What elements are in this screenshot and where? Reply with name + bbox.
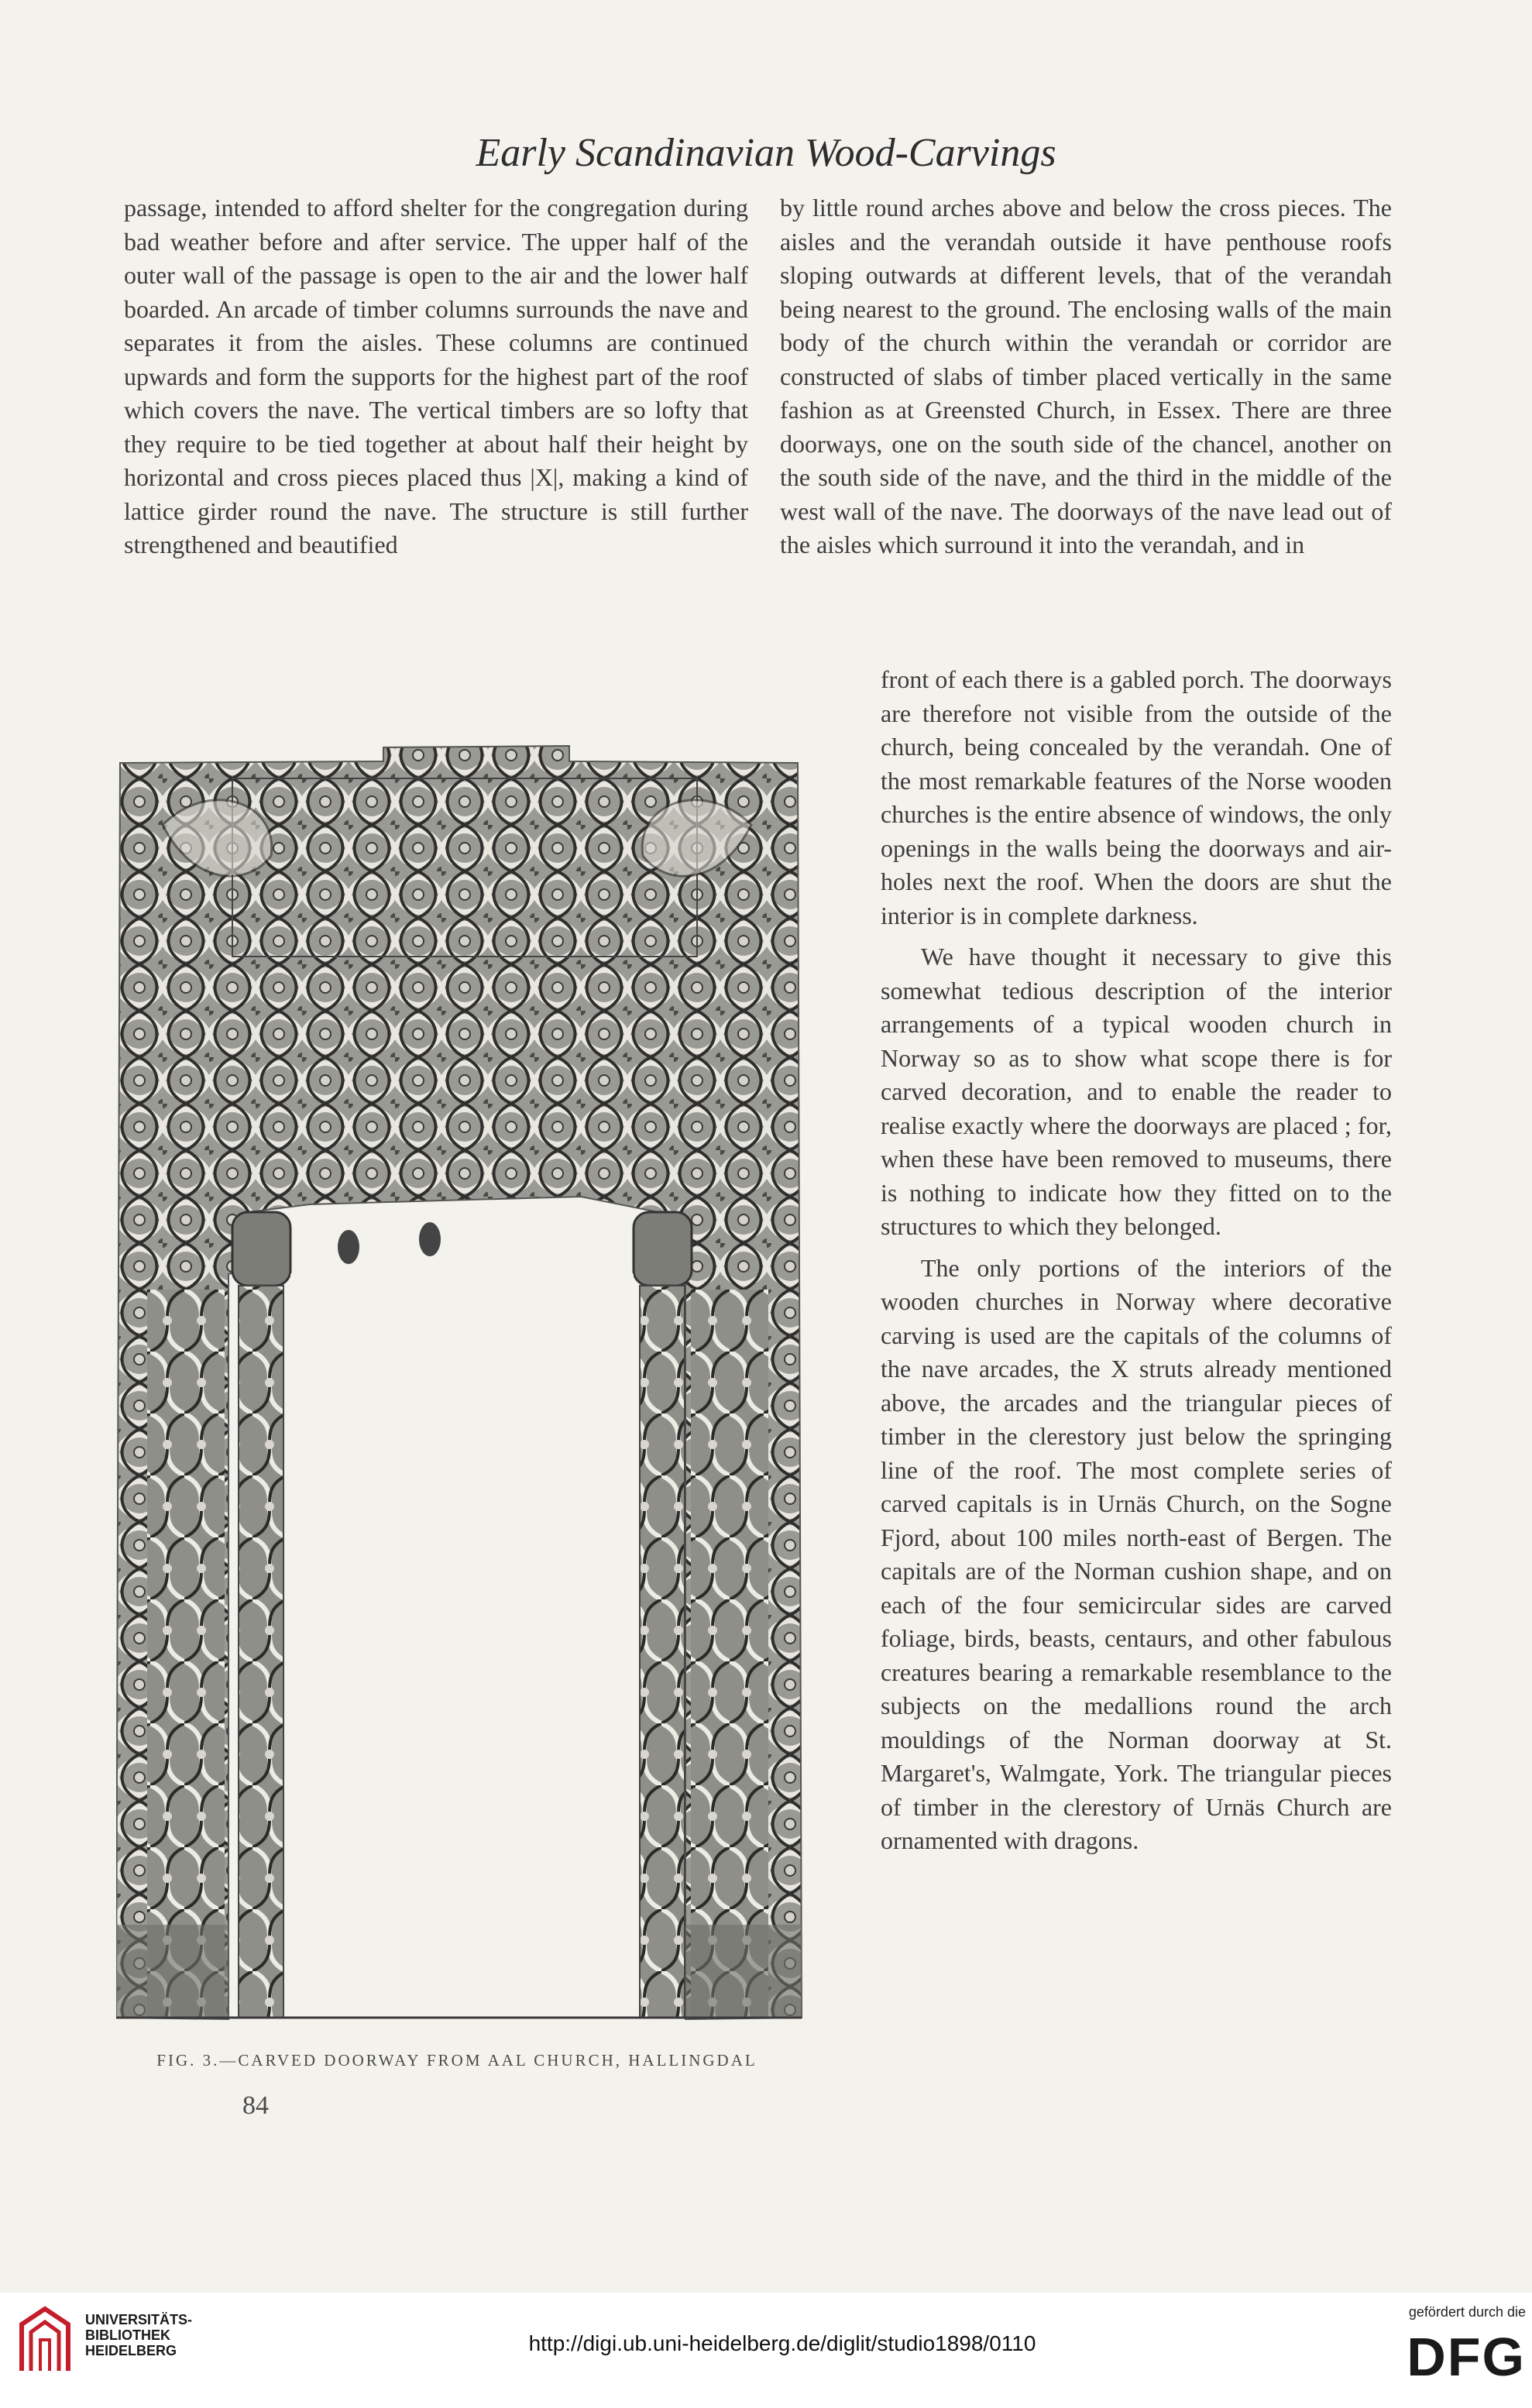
right-column-paragraph-1-cont: front of each there is a gabled porch. The doorways are therefore not visible from the outside of the church, being concealed by the verandah. One of the most remarkable features of the Norse wooden churches is the entire absence of windows, the only openings in the walls being the doorways and air-holes next the roof. When the doors are shut the interior is in complete darkness. xyxy=(881,665,1392,929)
library-name: UNIVERSITÄTS- BIBLIOTHEK HEIDELBERG xyxy=(85,2312,193,2358)
right-column-top-text: by little round arches above and below the cross pieces. The aisles and the verandah outside it have penthouse roofs sloping outwards at different levels, that of the verandah being nearest to the ground. The enclosing walls of the main body of the church within the verandah or corridor are constructed of slabs of timber placed vertically in the same fashion as at Greensted Church, in Essex. There are three doorways, one on the south side of the chancel, another on the south side of the nave, and the third in the middle of the west wall of the nave. The doorways of the nave lead out of the aisles which surround it into the verandah, and in xyxy=(780,194,1392,558)
right-column-paragraph-3: The only portions of the interiors of the wooden churches in Norway where decorative carving is used are the capitals of the columns of the nave arcades, the X struts already mentioned above, the arcades and the triangular pieces of timber in the clerestory just below the springing line of the roof. The most complete series of carved capitals is in Urnäs Church, on the Sogne Fjord, about 100 miles north-east of Bergen. The capitals are of the Norman cushion shape, and on each of the four semicircular sides are carved foliage, birds, beasts, centaurs, and other fabulous creatures bearing a remarkable resemblance to the subjects on the medallions round the arch mouldings of the Norman doorway at St. Margaret's, Walmgate, York. The triangular pieces of timber in the clerestory of Urnäs Church are ornamented with dragons. xyxy=(881,1253,1392,1854)
heidelberg-library-logo-icon xyxy=(14,2305,76,2375)
figure-caption: FIG. 3.—CARVED DOORWAY FROM AAL CHURCH, HALLINGDAL xyxy=(156,2051,757,2070)
right-column-top xyxy=(780,191,1392,562)
dfg-logo: DFG xyxy=(1407,2327,1526,2387)
page-number: 84 xyxy=(242,2091,269,2120)
funder-label: gefördert durch die xyxy=(1408,2304,1526,2320)
carved-doorway-figure xyxy=(116,732,808,2029)
right-column xyxy=(881,663,1392,1858)
footer-url-link[interactable]: http://digi.ub.uni-heidelberg.de/diglit/studio1898/0110 xyxy=(528,2331,1036,2355)
left-column-text: passage, intended to afford shelter for the congregation during bad weather before and after service. The upper half of the outer wall of the passage is open to the air and the lower half boarded. An arcade of timber columns surrounds the nave and separates it from the aisles. These columns are continued upwards and form the supports for the highest part of the roof which covers the nave. The vertical timbers are so lofty that they require to be tied together at about half their height by horizontal and cross pieces placed thus |X|, making a kind of lattice girder round the nave. The structure is still further strengthened and beautified xyxy=(124,194,748,558)
right-column-paragraph-2: We have thought it necessary to give this somewhat tedious description of the interior arrangements of a typical wooden church in Norway so as to show what scope there is for carved decoration, and to enable the reader to realise exactly where the doorways are placed ; for, when these have been removed to museums, there is nothing to indicate how they fitted on to the structures to which they belonged. xyxy=(881,943,1392,1240)
carved-doorway-image xyxy=(116,732,808,2029)
left-column xyxy=(124,191,748,562)
running-head: Early Scandinavian Wood-Carvings xyxy=(476,131,1056,175)
